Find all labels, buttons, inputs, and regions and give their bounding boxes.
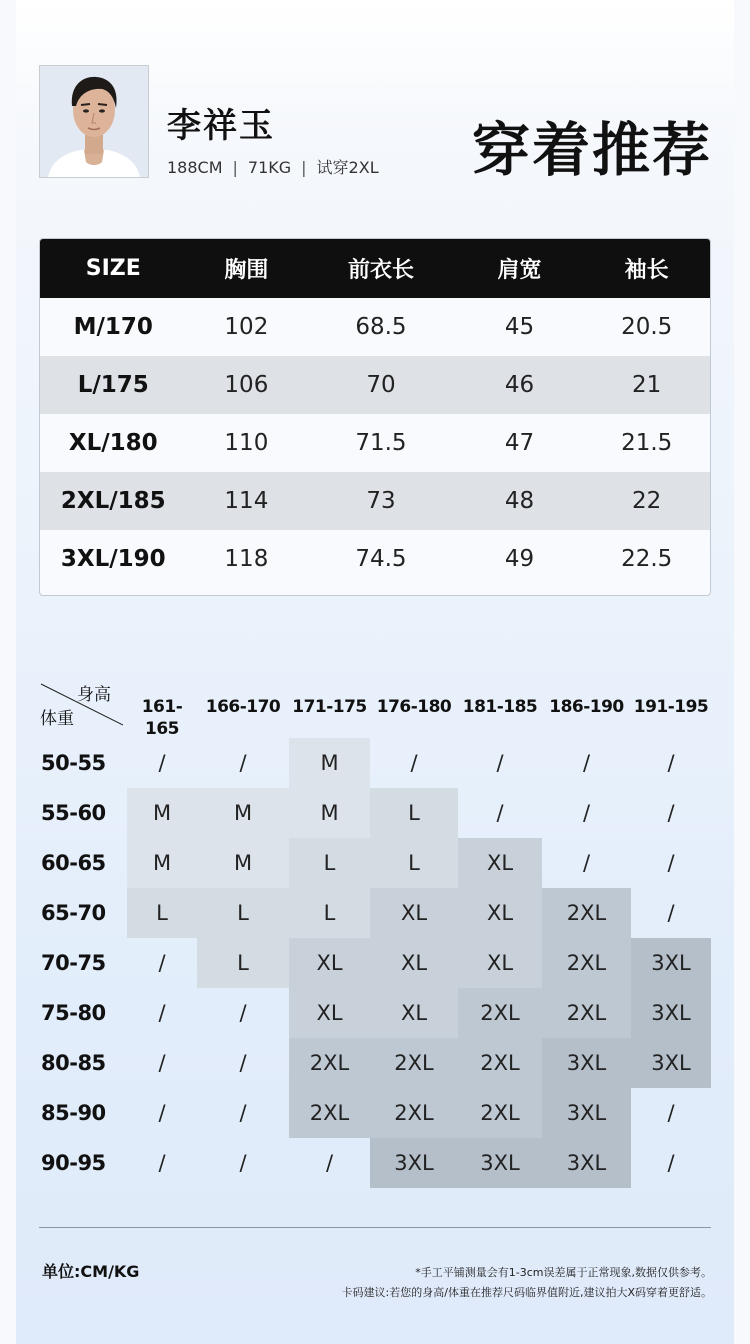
recommendation-cell: / [496,751,504,775]
recommendation-cell: / [158,751,166,775]
height-range-header: 166-170 [205,697,281,717]
height-range-header: 191-195 [633,697,709,717]
length-cell: 71.5 [355,430,407,456]
model-weight: 71KG [247,158,292,177]
recommendation-cell: / [667,1101,675,1125]
recommendation-cell: M [127,838,197,888]
recommendation-cell: 2XL [542,988,631,1038]
recommendation-cell: XL [289,988,370,1038]
model-name: 李祥玉 [167,106,275,146]
recommendation-cell: L [289,838,370,888]
model-height: 188CM [167,158,223,177]
height-range-header: 171-175 [292,697,367,717]
header-cell: 胸围 [224,258,269,283]
height-axis-label: 身高 [77,685,111,705]
sizing-advice-note: 卡码建议:若您的身高/体重在推荐尺码临界值附近,建议拍大X码穿着更舒适。 [341,1286,712,1299]
recommendation-cell: L [197,888,289,938]
size-cell: 3XL/190 [60,546,166,572]
recommendation-cell: L [127,888,197,938]
recommendation-cell: L [370,838,458,888]
weight-range-header: 75-80 [41,1001,106,1025]
recommendation-cell: 3XL [542,1138,631,1188]
unit-label: 单位:CM/KG [42,1262,140,1281]
weight-range-header: 60-65 [41,851,106,875]
size-cell: 2XL/185 [60,488,166,514]
weight-range-header: 80-85 [41,1051,106,1075]
chest-cell: 106 [224,372,269,398]
recommendation-cell: / [582,801,591,825]
recommendation-cell: L [370,788,458,838]
recommendation-cell: XL [370,888,458,938]
chest-cell: 110 [224,430,269,456]
recommendation-cell: / [158,1151,166,1175]
header-cell: 前衣长 [347,258,414,283]
height-range-header: 176-180 [376,697,452,717]
recommendation-cell: 2XL [542,888,631,938]
recommendation-cell: M [127,788,197,838]
recommendation-cell: XL [458,938,542,988]
recommendation-cell: / [667,1151,675,1175]
shoulder-cell: 46 [504,372,535,398]
size-cell: L/175 [77,372,149,398]
sleeve-cell: 21.5 [621,430,673,456]
header-cell: 肩宽 [497,258,542,283]
recommendation-cell: 2XL [458,1088,542,1138]
recommendation-cell: 2XL [458,988,542,1038]
recommendation-cell: 2XL [542,938,631,988]
grid-corner-header [39,683,123,733]
shoulder-cell: 45 [504,314,535,340]
header-cell: 袖长 [624,258,669,283]
shoulder-cell: 48 [504,488,535,514]
recommendation-cell: 2XL [289,1088,370,1138]
recommendation-cell: 3XL [458,1138,542,1188]
recommendation-cell: 2XL [370,1038,458,1088]
shoulder-cell: 49 [504,546,535,572]
recommendation-cell: L [197,938,289,988]
chest-cell: 118 [224,546,269,572]
recommendation-cell: XL [370,938,458,988]
recommendation-cell: 2XL [289,1038,370,1088]
page-title: 穿着推荐 [471,116,712,184]
sleeve-cell: 22.5 [621,546,673,572]
recommendation-cell: M [197,788,289,838]
recommendation-cell: / [667,801,675,825]
recommendation-cell: 3XL [631,988,711,1038]
stats-separator: | [232,158,238,177]
header-cell: SIZE [85,256,141,281]
length-cell: 68.5 [355,314,407,340]
footer-divider [39,1227,711,1228]
recommendation-cell: / [496,801,504,825]
recommendation-cell: 3XL [542,1038,631,1088]
weight-range-header: 50-55 [41,751,106,775]
model-trial-size: 试穿2XL [316,158,379,177]
length-cell: 70 [366,372,396,398]
recommendation-cell: 2XL [370,1088,458,1138]
recommendation-cell: / [410,751,418,775]
sleeve-cell: 20.5 [621,314,673,340]
recommendation-cell: 3XL [542,1088,631,1138]
recommendation-cell: M [289,788,370,838]
chest-cell: 102 [224,314,269,340]
recommendation-cell: / [325,1151,334,1175]
weight-range-header: 85-90 [41,1101,106,1125]
weight-range-header: 55-60 [41,801,106,825]
length-cell: 74.5 [355,546,407,572]
shoulder-cell: 47 [504,430,535,456]
weight-range-header: 70-75 [41,951,106,975]
length-cell: 73 [366,488,396,514]
recommendation-cell: M [289,738,370,788]
recommendation-cell: / [158,1001,166,1025]
recommendation-cell: / [239,751,247,775]
recommendation-cell: XL [289,938,370,988]
recommendation-cell: L [289,888,370,938]
measurement-note: *手工平铺测量会有1-3cm误差属于正常现象,数据仅供参考。 [415,1266,712,1279]
weight-range-header: 65-70 [41,901,106,925]
sleeve-cell: 21 [632,372,662,398]
recommendation-cell: XL [458,888,542,938]
weight-range-header: 90-95 [41,1151,106,1175]
chest-cell: 114 [224,488,269,514]
recommendation-cell: / [239,1101,247,1125]
recommendation-cell: / [667,851,675,875]
size-cell: M/170 [73,314,153,340]
recommendation-cell: / [582,851,591,875]
weight-axis-label: 体重 [40,709,74,729]
recommendation-cell: XL [458,838,542,888]
recommendation-cell: / [158,951,166,975]
recommendation-cell: / [667,901,675,925]
stats-separator: | [301,158,307,177]
recommendation-cell: / [667,751,675,775]
recommendation-cell: M [197,838,289,888]
recommendation-cell: / [239,1051,247,1075]
sleeve-cell: 22 [632,488,662,514]
recommendation-cell: XL [370,988,458,1038]
height-range-header: 181-185 [462,697,538,717]
recommendation-cell: / [582,751,591,775]
recommendation-cell: 2XL [458,1038,542,1088]
recommendation-cell: / [239,1151,247,1175]
recommendation-cell: / [158,1101,166,1125]
recommendation-cell: 3XL [370,1138,458,1188]
recommendation-cell: / [239,1001,247,1025]
height-range-header: 161-165 [141,697,183,739]
recommendation-cell: 3XL [631,1038,711,1088]
height-range-header: 186-190 [549,697,624,717]
size-cell: XL/180 [68,430,158,456]
recommendation-cell: / [158,1051,166,1075]
recommendation-cell: 3XL [631,938,711,988]
